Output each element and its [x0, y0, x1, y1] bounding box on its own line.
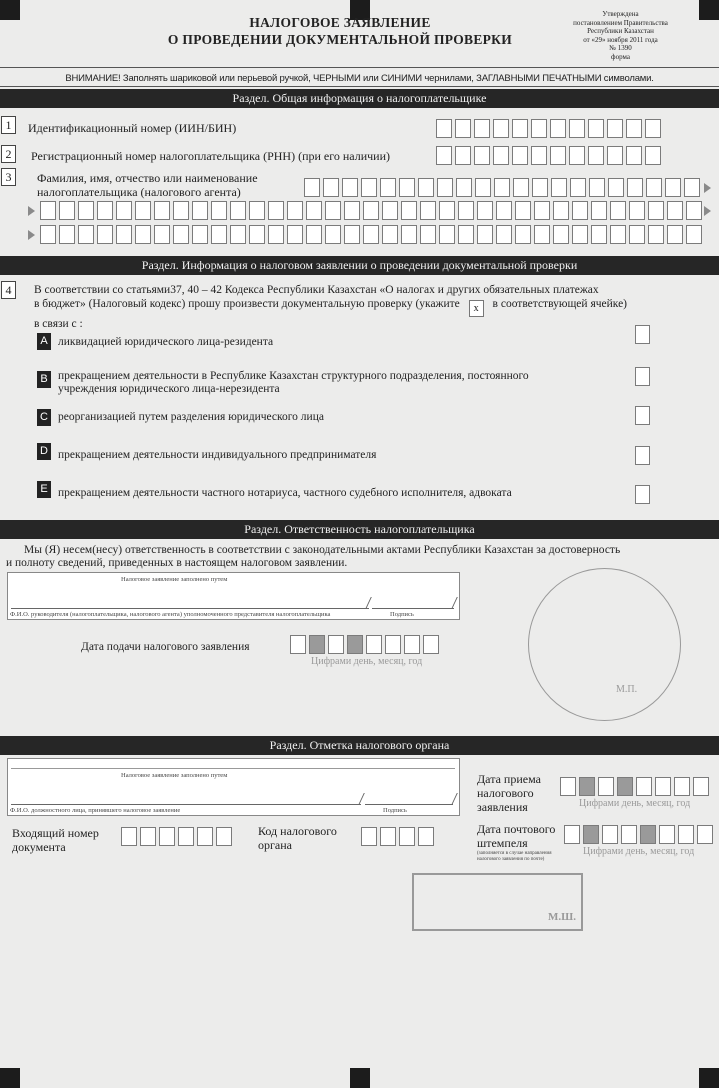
char-cell[interactable] — [493, 119, 509, 138]
option-line: прекращением деятельности в Республике Казахстан структурного подразделения, постоянного — [58, 370, 529, 382]
postal-date-label — [477, 822, 555, 850]
char-cell[interactable] — [418, 178, 434, 197]
continue-arrow-icon — [704, 183, 711, 193]
char-cell[interactable] — [211, 225, 227, 244]
char-cell[interactable] — [439, 225, 455, 244]
char-cell[interactable] — [458, 201, 474, 220]
char-cell[interactable] — [363, 201, 379, 220]
option-b-checkbox[interactable] — [635, 367, 650, 386]
date-hint: Цифрами день, месяц, год — [579, 798, 691, 809]
char-cell[interactable] — [665, 178, 681, 197]
char-cell[interactable] — [361, 178, 377, 197]
audit-intro-text — [34, 283, 716, 331]
char-cell[interactable] — [230, 201, 246, 220]
char-cell[interactable] — [608, 178, 624, 197]
char-cell[interactable] — [588, 146, 604, 165]
char-cell[interactable] — [640, 825, 656, 844]
submission-date-label: Дата подачи налогового заявления — [81, 641, 250, 653]
char-cell[interactable] — [629, 201, 645, 220]
char-cell[interactable] — [493, 146, 509, 165]
signature-line — [365, 804, 453, 805]
char-cell[interactable] — [268, 201, 284, 220]
char-cell[interactable] — [588, 119, 604, 138]
char-cell[interactable] — [693, 777, 709, 796]
option-a-label: ликвидацией юридического лица-резидента — [58, 336, 274, 348]
approval-line: от «29» ноября 2011 года — [583, 35, 658, 44]
char-cell[interactable] — [636, 777, 652, 796]
taxpayer-signature-box[interactable] — [7, 572, 460, 620]
form-title-line: НАЛОГОВОЕ ЗАЯВЛЕНИЕ — [249, 15, 431, 30]
date-hint: Цифрами день, месяц, год — [311, 656, 423, 667]
char-cell[interactable] — [366, 635, 382, 654]
char-cell[interactable] — [401, 225, 417, 244]
option-d-label: прекращением деятельности индивидуального предпринимателя — [58, 449, 377, 461]
option-line: учреждения юридического лица-нерезидента — [58, 383, 280, 395]
char-cell[interactable] — [674, 777, 690, 796]
intro-text: в соответствующей ячейке) — [492, 298, 628, 310]
officer-signature-box[interactable] — [7, 758, 460, 816]
char-cell[interactable] — [40, 201, 56, 220]
rnn-label: Регистрационный номер налогоплательщика (РНН) (при его наличии) — [31, 149, 390, 163]
sign-header: Налоговое заявление заполнено путем — [121, 772, 228, 779]
char-cell[interactable] — [437, 178, 453, 197]
char-cell[interactable] — [579, 777, 595, 796]
taxpayer-name-cells-row3[interactable] — [40, 225, 705, 244]
incoming-number-label — [12, 826, 99, 854]
char-cell[interactable] — [583, 825, 599, 844]
section-header: Раздел. Ответственность налогоплательщика — [0, 520, 719, 539]
char-cell[interactable] — [154, 201, 170, 220]
char-cell[interactable] — [564, 825, 580, 844]
divider — [0, 67, 719, 68]
char-cell[interactable] — [697, 825, 713, 844]
char-cell[interactable] — [512, 146, 528, 165]
char-cell[interactable] — [598, 777, 614, 796]
char-cell[interactable] — [570, 178, 586, 197]
char-cell[interactable] — [323, 178, 339, 197]
char-cell[interactable] — [159, 827, 175, 846]
char-cell[interactable] — [513, 178, 529, 197]
line-separator — [451, 793, 458, 805]
char-cell[interactable] — [629, 225, 645, 244]
incoming-number-cells[interactable] — [121, 827, 235, 846]
char-cell[interactable] — [154, 225, 170, 244]
registration-mark — [0, 1068, 20, 1088]
char-cell[interactable] — [385, 635, 401, 654]
char-cell[interactable] — [496, 201, 512, 220]
char-cell[interactable] — [475, 178, 491, 197]
char-cell[interactable] — [684, 178, 700, 197]
char-cell[interactable] — [496, 225, 512, 244]
char-cell[interactable] — [404, 635, 420, 654]
name-line — [11, 608, 369, 609]
form-title-line: О ПРОВЕДЕНИИ ДОКУМЕНТАЛЬНОЙ ПРОВЕРКИ — [167, 32, 513, 47]
char-cell[interactable] — [40, 225, 56, 244]
char-cell[interactable] — [380, 827, 396, 846]
intro-line: В соответствии со статьями37, 40 – 42 Кодекса Республики Казахстан «О налогах и других обязательных платежах — [34, 284, 599, 296]
char-cell[interactable] — [121, 827, 137, 846]
char-cell[interactable] — [382, 201, 398, 220]
char-cell[interactable] — [306, 201, 322, 220]
tax-authority-code-cells[interactable] — [361, 827, 437, 846]
char-cell[interactable] — [607, 119, 623, 138]
receipt-date-cells[interactable] — [560, 777, 712, 796]
char-cell[interactable] — [380, 178, 396, 197]
char-cell[interactable] — [569, 146, 585, 165]
char-cell[interactable] — [626, 146, 642, 165]
option-letter: D — [37, 443, 51, 460]
char-cell[interactable] — [474, 119, 490, 138]
char-cell[interactable] — [532, 178, 548, 197]
char-cell[interactable] — [116, 201, 132, 220]
char-cell[interactable] — [173, 201, 189, 220]
line-separator — [358, 793, 365, 805]
char-cell[interactable] — [59, 225, 75, 244]
char-cell[interactable] — [420, 201, 436, 220]
char-cell[interactable] — [418, 827, 434, 846]
section-header: Раздел. Общая информация о налогоплательщике — [0, 89, 719, 108]
char-cell[interactable] — [648, 201, 664, 220]
char-cell[interactable] — [646, 178, 662, 197]
char-cell[interactable] — [216, 827, 232, 846]
char-cell[interactable] — [342, 178, 358, 197]
tax-authority-code-label — [258, 824, 337, 852]
char-cell[interactable] — [553, 225, 569, 244]
option-letter: A — [37, 333, 51, 350]
label-line: Дата почтового — [477, 822, 556, 836]
submission-date-cells[interactable] — [290, 635, 442, 654]
name-line — [11, 768, 455, 769]
field-number: 3 — [1, 168, 16, 186]
char-cell[interactable] — [290, 635, 306, 654]
char-cell[interactable] — [328, 635, 344, 654]
char-cell[interactable] — [617, 777, 633, 796]
char-cell[interactable] — [135, 201, 151, 220]
approval-line: Утверждена — [602, 10, 639, 18]
char-cell[interactable] — [230, 225, 246, 244]
char-cell[interactable] — [686, 201, 702, 220]
registration-mark — [699, 1068, 719, 1088]
field-number: 2 — [1, 145, 16, 163]
char-cell[interactable] — [512, 119, 528, 138]
char-cell[interactable] — [686, 225, 702, 244]
char-cell[interactable] — [211, 201, 227, 220]
char-cell[interactable] — [135, 225, 151, 244]
intro-line: в связи с : — [34, 318, 83, 330]
option-letter: B — [37, 371, 51, 388]
text-line: и полноту сведений, приведенных в настоящем налоговом заявлении. — [6, 557, 348, 569]
char-cell[interactable] — [173, 225, 189, 244]
char-cell[interactable] — [531, 119, 547, 138]
iin-bin-cells[interactable] — [436, 119, 664, 138]
label-line: Входящий номер — [12, 826, 99, 840]
stamp-circle — [528, 568, 681, 721]
char-cell[interactable] — [140, 827, 156, 846]
approval-note — [558, 10, 683, 61]
char-cell[interactable] — [344, 201, 360, 220]
sign-caption: Ф.И.О. должностного лица, принявшего налоговое заявление — [10, 807, 181, 814]
sign-caption: Ф.И.О. руководителя (налогоплательщика, налогового агента) уполномоченного представителя налогоплательщика — [10, 611, 331, 618]
warning-text: ВНИМАНИЕ! Заполнять шариковой или перьевой ручкой, ЧЕРНЫМИ или СИНИМИ чернилами, ЗАГЛАВНЫМИ ПЕЧАТНЫМИ символами. — [65, 73, 654, 84]
char-cell[interactable] — [560, 777, 576, 796]
char-cell[interactable] — [455, 146, 471, 165]
char-cell[interactable] — [515, 225, 531, 244]
form-title — [150, 14, 530, 48]
postal-date-cells[interactable] — [564, 825, 716, 844]
registration-mark — [350, 1068, 370, 1088]
char-cell[interactable] — [455, 119, 471, 138]
char-cell[interactable] — [645, 146, 661, 165]
intro-line — [34, 297, 716, 317]
date-hint: Цифрами день, месяц, год — [583, 846, 695, 857]
char-cell[interactable] — [436, 146, 452, 165]
char-cell[interactable] — [667, 201, 683, 220]
char-cell[interactable] — [553, 201, 569, 220]
char-cell[interactable] — [192, 225, 208, 244]
char-cell[interactable] — [347, 635, 363, 654]
char-cell[interactable] — [591, 225, 607, 244]
char-cell[interactable] — [531, 146, 547, 165]
option-a-checkbox[interactable] — [635, 325, 650, 344]
name-line — [11, 804, 361, 805]
option-letter: E — [37, 481, 51, 498]
char-cell[interactable] — [534, 225, 550, 244]
char-cell[interactable] — [648, 225, 664, 244]
approval-line: Республики Казахстан — [587, 27, 654, 35]
char-cell[interactable] — [678, 825, 694, 844]
signature-line — [372, 608, 454, 609]
char-cell[interactable] — [197, 827, 213, 846]
char-cell[interactable] — [436, 119, 452, 138]
continue-arrow-icon — [28, 230, 35, 240]
char-cell[interactable] — [192, 201, 208, 220]
char-cell[interactable] — [607, 146, 623, 165]
label-line: Фамилия, имя, отчество или наименование — [37, 171, 258, 185]
char-cell[interactable] — [287, 225, 303, 244]
char-cell[interactable] — [78, 201, 94, 220]
char-cell[interactable] — [306, 225, 322, 244]
char-cell[interactable] — [78, 225, 94, 244]
char-cell[interactable] — [494, 178, 510, 197]
responsibility-text — [6, 544, 719, 570]
char-cell[interactable] — [572, 201, 588, 220]
registration-mark — [699, 0, 719, 20]
char-cell[interactable] — [363, 225, 379, 244]
char-cell[interactable] — [178, 827, 194, 846]
char-cell[interactable] — [344, 225, 360, 244]
char-cell[interactable] — [621, 825, 637, 844]
char-cell[interactable] — [304, 178, 320, 197]
label-line: налогоплательщика (налогового агента) — [37, 185, 241, 199]
registration-mark — [0, 0, 20, 20]
char-cell[interactable] — [551, 178, 567, 197]
label-line: заявления — [477, 800, 528, 814]
label-line: Дата приема — [477, 772, 541, 786]
char-cell[interactable] — [59, 201, 75, 220]
char-cell[interactable] — [474, 146, 490, 165]
receipt-date-label — [477, 772, 541, 814]
option-d-checkbox[interactable] — [635, 446, 650, 465]
char-cell[interactable] — [477, 225, 493, 244]
char-cell[interactable] — [626, 119, 642, 138]
section-header: Раздел. Информация о налоговом заявлении о проведении документальной проверки — [0, 256, 719, 275]
approval-line: № 1390 — [609, 44, 632, 52]
char-cell[interactable] — [249, 201, 265, 220]
taxpayer-name-cells-row2[interactable] — [40, 201, 705, 220]
char-cell[interactable] — [287, 201, 303, 220]
char-cell[interactable] — [655, 777, 671, 796]
stamp-label: М.Ш. — [548, 911, 576, 923]
text-line: Мы (Я) несем(несу) ответственность в соответствии с законодательными актами Республики Казахстан за достоверность — [24, 544, 621, 556]
char-cell[interactable] — [439, 201, 455, 220]
iin-bin-label: Идентификационный номер (ИИН/БИН) — [28, 121, 237, 135]
char-cell[interactable] — [382, 225, 398, 244]
rnn-cells[interactable] — [436, 146, 664, 165]
char-cell[interactable] — [602, 825, 618, 844]
approval-line: постановлением Правительства — [573, 18, 668, 27]
char-cell[interactable] — [534, 201, 550, 220]
char-cell[interactable] — [116, 225, 132, 244]
option-c-checkbox[interactable] — [635, 406, 650, 425]
char-cell[interactable] — [97, 201, 113, 220]
char-cell[interactable] — [423, 635, 439, 654]
char-cell[interactable] — [268, 225, 284, 244]
char-cell[interactable] — [309, 635, 325, 654]
char-cell[interactable] — [401, 201, 417, 220]
char-cell[interactable] — [399, 178, 415, 197]
divider — [0, 86, 719, 87]
char-cell[interactable] — [610, 225, 626, 244]
continue-arrow-icon — [704, 206, 711, 216]
intro-text: в бюджет» (Налоговый кодекс) прошу произвести документальную проверку (укажите — [34, 298, 460, 310]
field-number: 4 — [1, 281, 16, 299]
section-header: Раздел. Отметка налогового органа — [0, 736, 719, 755]
stamp-label: М.П. — [616, 684, 638, 695]
char-cell[interactable] — [550, 119, 566, 138]
char-cell[interactable] — [458, 225, 474, 244]
label-line: документа — [12, 840, 66, 854]
field-number: 1 — [1, 116, 16, 134]
option-e-checkbox[interactable] — [635, 485, 650, 504]
char-cell[interactable] — [659, 825, 675, 844]
mark-example-box: x — [469, 300, 484, 317]
char-cell[interactable] — [420, 225, 436, 244]
char-cell[interactable] — [325, 201, 341, 220]
char-cell[interactable] — [249, 225, 265, 244]
char-cell[interactable] — [361, 827, 377, 846]
label-line: штемпеля — [477, 836, 528, 850]
continue-arrow-icon — [28, 206, 35, 216]
taxpayer-name-label — [37, 171, 258, 199]
option-e-label: прекращением деятельности частного нотариуса, частного судебного исполнителя, адвоката — [58, 487, 512, 499]
char-cell[interactable] — [399, 827, 415, 846]
char-cell[interactable] — [610, 201, 626, 220]
char-cell[interactable] — [569, 119, 585, 138]
option-b-label — [58, 370, 529, 396]
label-line: налогового — [477, 786, 534, 800]
char-cell[interactable] — [477, 201, 493, 220]
char-cell[interactable] — [550, 146, 566, 165]
char-cell[interactable] — [627, 178, 643, 197]
option-letter: C — [37, 409, 51, 426]
label-line: Код налогового — [258, 824, 337, 838]
char-cell[interactable] — [97, 225, 113, 244]
char-cell[interactable] — [456, 178, 472, 197]
char-cell[interactable] — [645, 119, 661, 138]
char-cell[interactable] — [515, 201, 531, 220]
option-c-label: реорганизацией путем разделения юридического лица — [58, 411, 324, 423]
postal-note: (заполняется в случае направления налогового заявления по почте) — [477, 851, 552, 862]
label-line: органа — [258, 838, 292, 852]
char-cell[interactable] — [325, 225, 341, 244]
approval-line: форма — [611, 52, 630, 61]
char-cell[interactable] — [591, 201, 607, 220]
taxpayer-name-cells-row1[interactable] — [304, 178, 703, 197]
line-separator — [451, 597, 458, 609]
signature-caption: Подпись — [383, 807, 407, 814]
sign-header: Налоговое заявление заполнено путем — [121, 576, 228, 583]
char-cell[interactable] — [667, 225, 683, 244]
char-cell[interactable] — [572, 225, 588, 244]
char-cell[interactable] — [589, 178, 605, 197]
signature-caption: Подпись — [390, 611, 414, 618]
